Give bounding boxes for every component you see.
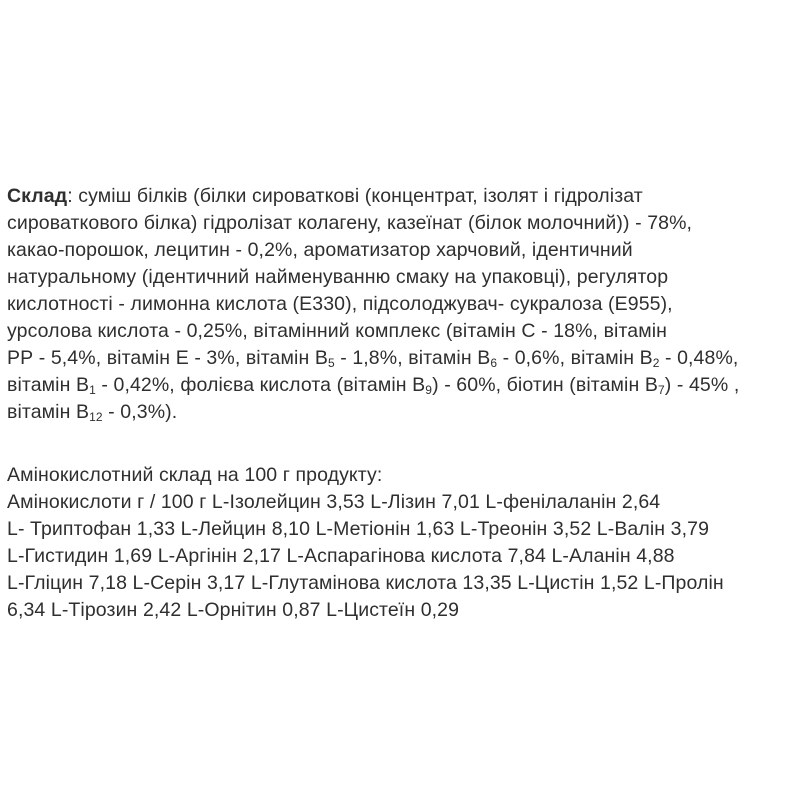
subscript: 6 bbox=[490, 356, 498, 370]
section-spacer bbox=[7, 426, 793, 462]
ingredients-document bbox=[7, 183, 793, 624]
amino-line: L-Гліцин 7,18 L-Серін 3,17 L-Глутамінова кислота 13,35 L-Цистін 1,52 L-Пролін bbox=[7, 572, 724, 594]
composition-line-8: вітамін $В_1 - 0,42\%$, фолієва кислота (вітамін $В_9) - 60\%$, біотин (вітамін $В_7) - 45\%$ , bbox=[7, 374, 740, 397]
composition-line-3: какао-порошок, лецитин - 0,2%, ароматизатор харчовий, ідентичний bbox=[7, 239, 633, 261]
subscript: 9 bbox=[425, 383, 433, 397]
composition-line-4: натуральному (ідентичний найменуванню смаку на упаковці), регулятор bbox=[7, 266, 669, 288]
composition-line-9: вітамін $В_{12} - 0,3\%$). bbox=[7, 401, 178, 424]
subscript: 7 bbox=[657, 383, 665, 397]
amino-line: L- Триптофан 1,33 L-Лейцин 8,10 L-Метіонін 1,63 L-Треонін 3,52 L-Валін 3,79 bbox=[7, 518, 710, 540]
subscript: 5 bbox=[327, 356, 335, 370]
composition-label: Склад bbox=[7, 185, 68, 207]
amino-line: L-Гистидин 1,69 L-Аргінін 2,17 L-Аспарагінова кислота 7,84 L-Аланін 4,88 bbox=[7, 545, 675, 567]
composition-line-5: кислотності - лимонна кислота (Е330), підсолоджувач- сукралоза (Е955), bbox=[7, 293, 673, 315]
amino-line: Амінокислоти г / 100 г L-Ізолейцин 3,53 L-Лізин 7,01 L-фенілаланін 2,64 bbox=[7, 491, 661, 513]
composition-line-7: РР - 5,4%, вітамін Е - 3%, вітамін $В_5 - 1,8\%$, вітамін $В_6 - 0,6\%$, вітамін $В_2 - 0,48\%$, bbox=[7, 347, 739, 370]
amino-heading: Амінокислотний склад на 100 г продукту: bbox=[7, 464, 383, 486]
subscript: 1 bbox=[89, 383, 96, 397]
amino-line: 6,34 L-Тірозин 2,42 L-Орнітин 0,87 L-Цистеїн 0,29 bbox=[7, 599, 460, 621]
subscript: 2 bbox=[652, 356, 660, 370]
composition-line-1: Склад: суміш білків (білки сироваткові (концентрат, ізолят і гідролізат bbox=[7, 185, 643, 207]
composition-line-2: сироваткового білка) гідролізат колагену, казеїнат (білок молочний)) - 78%, bbox=[7, 212, 693, 234]
composition-line-6: урсолова кислота - 0,25%, вітамінний комплекс (вітамін С - 18%, вітамін bbox=[7, 320, 668, 342]
subscript: 12 bbox=[89, 410, 103, 424]
